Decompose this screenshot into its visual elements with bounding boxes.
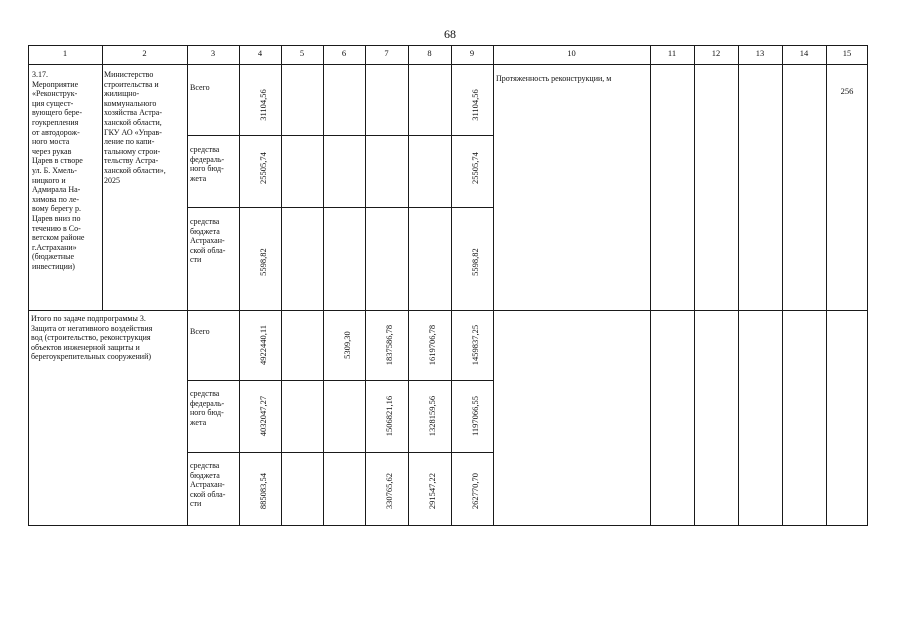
header-col-4: 4 bbox=[257, 48, 263, 58]
header-col-6: 6 bbox=[341, 48, 347, 58]
header-col-15: 15 bbox=[842, 48, 852, 58]
value-cell: 4032047,27 bbox=[258, 395, 268, 437]
measure-name: 3.17. Мероприятие «Реконструк- ция сущест- вующего бере- гоукрепления от автодорож- ного моста через рукав Царев в створе ул. Б. Хмель- ницкого и Адмирала На- химова по ле- вому берегу р. Царев вниз по течению в Со- ветском районе г.Астрахани» (бюджетные инвестиции) bbox=[32, 70, 85, 271]
subrow-line bbox=[187, 380, 493, 381]
col-line bbox=[239, 45, 240, 526]
value-cell: 5309,30 bbox=[342, 331, 352, 359]
col-line bbox=[281, 45, 282, 526]
indicator-value: 256 bbox=[840, 86, 854, 96]
value-cell: 4922440,11 bbox=[258, 324, 268, 366]
value-cell: 1328159,56 bbox=[427, 395, 437, 437]
value-cell: 330765,62 bbox=[384, 472, 394, 510]
header-col-2: 2 bbox=[142, 48, 147, 58]
table-border-right bbox=[867, 45, 868, 526]
executor-name: Министерство строительства и жилищно- коммунального хозяйства Астра- ханской области, ГКУ АО «Управ- ление по капи- тальному строи- тельству Астра- ханской области», 2025 bbox=[104, 70, 166, 185]
value-cell: 1619706,78 bbox=[427, 324, 437, 366]
value-cell: 5598,82 bbox=[470, 248, 480, 276]
page-number: 68 bbox=[444, 27, 456, 41]
header-col-3: 3 bbox=[210, 48, 216, 58]
col-line bbox=[493, 45, 494, 526]
header-col-11: 11 bbox=[667, 48, 677, 58]
value-cell: 5598,82 bbox=[258, 248, 268, 276]
col-line bbox=[650, 45, 651, 526]
value-cell: 1506821,16 bbox=[384, 395, 394, 437]
row-separator bbox=[28, 310, 868, 311]
header-rule bbox=[28, 64, 868, 65]
source-label: средства федераль- ного бюд- жета bbox=[190, 145, 225, 183]
header-col-8: 8 bbox=[427, 48, 432, 58]
header-col-13: 13 bbox=[755, 48, 765, 58]
header-col-9: 9 bbox=[469, 48, 475, 58]
table-border-left bbox=[28, 45, 29, 526]
value-cell: 25505,74 bbox=[470, 152, 480, 184]
value-cell: 1197066,55 bbox=[470, 395, 480, 437]
value-cell: 262770,70 bbox=[470, 472, 480, 510]
col-line bbox=[782, 45, 783, 526]
subrow-line bbox=[187, 452, 493, 453]
value-cell: 31104,56 bbox=[258, 89, 268, 121]
col-line bbox=[694, 45, 695, 526]
col-line bbox=[408, 45, 409, 526]
value-cell: 1837586,78 bbox=[384, 324, 394, 366]
col-line bbox=[187, 45, 188, 526]
indicator-name: Протяженность реконструкции, м bbox=[496, 74, 612, 83]
col-line bbox=[102, 45, 103, 311]
value-cell: 31104,56 bbox=[470, 89, 480, 121]
value-cell: 25505,74 bbox=[258, 152, 268, 184]
header-col-5: 5 bbox=[299, 48, 305, 58]
header-col-1: 1 bbox=[62, 48, 68, 58]
header-col-10: 10 bbox=[567, 48, 576, 58]
table-border-bottom bbox=[28, 525, 868, 526]
source-label: Всего bbox=[190, 83, 210, 92]
col-line bbox=[323, 45, 324, 526]
header-col-7: 7 bbox=[384, 48, 389, 58]
col-line bbox=[365, 45, 366, 526]
header-col-12: 12 bbox=[711, 48, 721, 58]
total-label: Итого по задаче подпрограммы 3. Защита от негативного воздействия вод (строительство, реконструкция объектов инженерной защиты и берегоукрепительных сооружений) bbox=[31, 314, 153, 362]
header-col-14: 14 bbox=[799, 48, 809, 58]
source-label: средства бюджета Астрахан- ской обла- сти bbox=[190, 461, 226, 509]
col-line bbox=[738, 45, 739, 526]
col-line bbox=[451, 45, 452, 526]
source-label: Всего bbox=[190, 327, 210, 336]
value-cell: 885083,54 bbox=[258, 472, 268, 510]
source-label: средства федераль- ного бюд- жета bbox=[190, 389, 225, 427]
table-border-top bbox=[28, 45, 868, 46]
subrow-line bbox=[187, 135, 493, 136]
subrow-line bbox=[187, 207, 493, 208]
value-cell: 1459837,25 bbox=[470, 324, 480, 366]
value-cell: 291547,22 bbox=[427, 472, 437, 510]
source-label: средства бюджета Астрахан- ской обла- сти bbox=[190, 217, 226, 265]
col-line bbox=[826, 45, 827, 526]
